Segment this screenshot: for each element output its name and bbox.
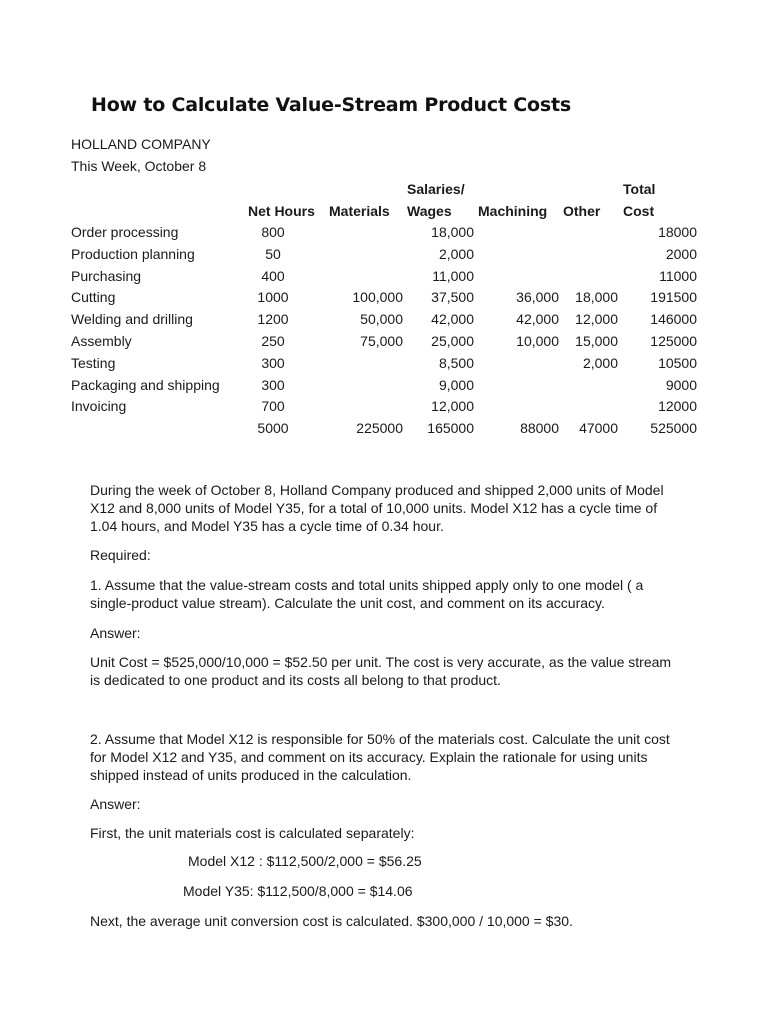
row-label: Packaging and shipping	[71, 376, 220, 393]
total-hours: 5000	[257, 420, 289, 437]
row-label: Cutting	[71, 289, 116, 306]
total-salaries: 165000	[427, 420, 474, 437]
answer-2-label: Answer:	[90, 796, 141, 812]
cell-total: 146000	[650, 311, 697, 328]
formula-y35: Model Y35: $112,500/8,000 = $14.06	[183, 883, 413, 899]
cell-hours: 400	[261, 267, 285, 284]
total-total: 525000	[650, 420, 697, 437]
row-label: Purchasing	[71, 267, 142, 284]
cell-salaries: 11,000	[432, 267, 474, 284]
cell-hours: 250	[261, 333, 285, 349]
cell-machining: 10,000	[516, 333, 559, 349]
cell-total: 2000	[665, 245, 697, 262]
cell-hours: 1000	[257, 289, 289, 306]
cell-hours: 300	[261, 376, 285, 393]
cell-salaries: 37,500	[431, 289, 474, 306]
cell-hours: 300	[261, 354, 285, 371]
cell-total: 9000	[665, 376, 697, 393]
row-label: Assembly	[71, 333, 132, 349]
conversion-cost: Next, the average unit conversion cost is calculated. $300,000 / 10,000 = $30.	[90, 913, 573, 929]
cell-salaries: 18,000	[431, 224, 474, 240]
cell-hours: 1200	[257, 311, 289, 328]
header-net-hours: Net Hours	[248, 203, 315, 219]
cell-total: 191500	[650, 289, 697, 306]
cell-salaries: 9,000	[438, 376, 474, 393]
cell-materials: 75,000	[360, 333, 403, 349]
cell-machining: 42,000	[516, 311, 559, 328]
cell-salaries: 42,000	[431, 311, 474, 328]
header-salaries-top: Salaries/	[407, 181, 465, 197]
cell-hours: 800	[261, 224, 285, 240]
answer-1-label: Answer:	[90, 625, 141, 641]
cell-hours: 700	[261, 398, 285, 415]
header-total-bottom: Cost	[623, 203, 655, 219]
cell-total: 125000	[650, 333, 697, 349]
page-title: How to Calculate Value-Stream Product Costs	[91, 94, 571, 116]
cell-total: 10500	[658, 354, 697, 371]
row-label: Invoicing	[71, 398, 127, 415]
cell-salaries: 25,000	[431, 333, 474, 349]
cell-other: 12,000	[575, 311, 618, 328]
header-other: Other	[563, 203, 601, 219]
header-salaries-bottom: Wages	[407, 203, 452, 219]
cell-other: 2,000	[582, 354, 618, 371]
total-other: 47000	[579, 420, 618, 437]
company-name: HOLLAND COMPANY	[71, 136, 211, 152]
formula-x12: Model X12 : $112,500/2,000 = $56.25	[188, 853, 422, 869]
materials-intro: First, the unit materials cost is calculated separately:	[90, 825, 415, 841]
cell-salaries: 2,000	[438, 245, 474, 262]
total-materials: 225000	[356, 420, 403, 437]
cell-total: 12000	[658, 398, 697, 415]
cell-salaries: 12,000	[431, 398, 474, 415]
cell-other: 15,000	[575, 333, 618, 349]
row-label: Welding and drilling	[71, 311, 193, 328]
cell-other: 18,000	[575, 289, 618, 306]
header-total-top: Total	[623, 181, 656, 197]
row-label: Production planning	[71, 245, 195, 262]
cell-total: 11000	[659, 267, 697, 284]
cost-table	[0, 0, 768, 460]
cell-hours: 50	[265, 245, 281, 262]
answer-1: Unit Cost = $525,000/10,000 = $52.50 per unit. The cost is very accurate, as the value stream is dedicated to one product and its costs all belong to that product.	[90, 654, 672, 688]
cell-salaries: 8,500	[438, 354, 474, 371]
row-label: Order processing	[71, 224, 179, 240]
cell-machining: 36,000	[516, 289, 559, 306]
question-1: 1. Assume that the value-stream costs and total units shipped apply only to one model ( a single-product value stream). Calculate the unit cost, and comment on its accuracy.	[90, 577, 644, 611]
header-materials: Materials	[329, 203, 390, 219]
row-label: Testing	[71, 354, 116, 371]
report-period: This Week, October 8	[71, 158, 207, 174]
cell-materials: 50,000	[360, 311, 403, 328]
required-label: Required:	[90, 547, 151, 563]
cell-materials: 100,000	[352, 289, 403, 306]
cell-total: 18000	[658, 224, 697, 240]
intro-paragraph: During the week of October 8, Holland Company produced and shipped 2,000 units of Model X12 and 8,000 units of Model Y35, for a total of 10,000 units. Model X12 has a cycle time of 1.04 hours, and Model Y35 has a cycle time of 0.34 hour.	[90, 482, 664, 534]
question-2: 2. Assume that Model X12 is responsible for 50% of the materials cost. Calculate the unit cost for Model X12 and Y35, and comment on its accuracy. Explain the rationale for using units shipped instead of units produced in the calculation.	[90, 731, 670, 783]
total-machining: 88000	[520, 420, 559, 437]
header-machining: Machining	[478, 203, 548, 219]
